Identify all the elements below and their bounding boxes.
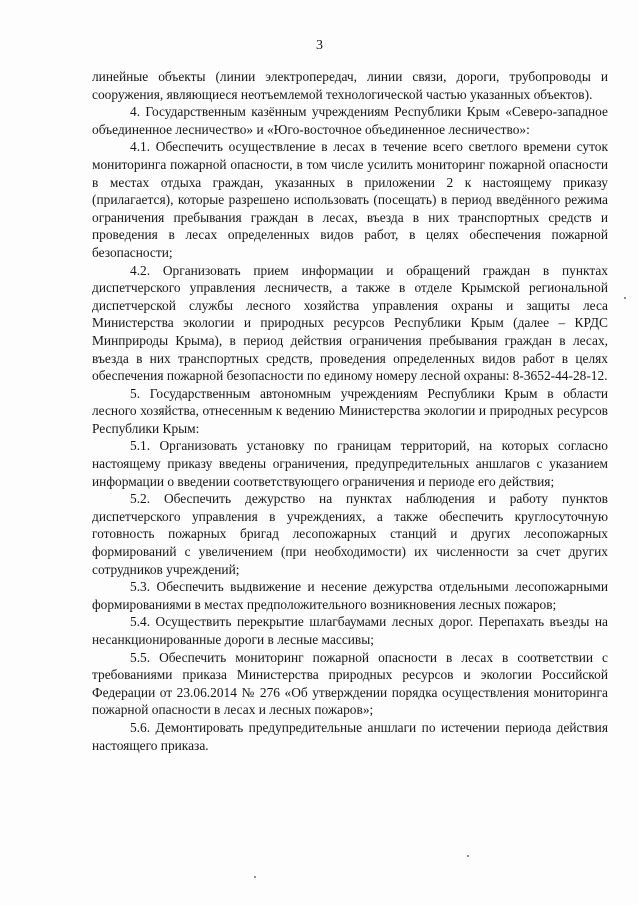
paragraph-item-5: 5. Государственным автономным учреждениям Республики Крым в области лесного хозяйства, отнесенным к ведению Министерства экологии и природных ресурсов Республики Крым: [92,385,608,436]
scan-speck [467,855,469,857]
paragraph-item-4: 4. Государственным казённым учреждениям Республики Крым «Северо-западное объединенное лесничество» и «Юго-восточное объединенное лесничество»: [92,104,608,137]
paragraph-item-5-6: 5.6. Демонтировать предупредительные аншлаги по истечении периода действия настоящего приказа. [92,719,608,753]
paragraph-item-5-2: 5.2. Обеспечить дежурство на пунктах наблюдения и работу пунктов диспетчерского управления в учреждениях, а также обеспечить круглосуточную готовность пожарных бригад лесопожарных станций и других лесопожарных формирований с увеличением (при необходимости) их численности за счет других сотрудников учреждений; [92,491,608,577]
scan-speck [624,297,626,299]
paragraph-item-5-1: 5.1. Организовать установку по границам территорий, на которых согласно настоящему приказу введены ограничения, предупредительных аншлагов с указанием информации о введении соответствующего ограничения и периоде его действия; [92,438,608,489]
paragraph-item-5-5: 5.5. Обеспечить мониторинг пожарной опасности в лесах в соответствии с требованиями приказа Министерства природных ресурсов и экологии Российской Федерации от 23.06.2014 № 276 «Об утверждении порядка осуществления мониторинга пожарной опасности в лесах и лесных пожаров»; [92,649,608,718]
paragraph-item-5-4: 5.4. Осуществить перекрытие шлагбаумами лесных дорог. Перепахать въезды на несанкционированные дороги в лесные массивы; [92,614,608,647]
paragraph-item-4-2: 4.2. Организовать прием информации и обращений граждан в пунктах диспетчерского управления лесничеств, а также в отделе Крымской региональной диспетчерской службы лесного хозяйства управления охраны и защиты леса Министерства экологии и природных ресурсов Республики Крым (далее – КРДС Минприроды Крыма), в период действия ограничения пребывания граждан в лесах, въезда в них транспортных средств, проведения определенных видов работ в целях обеспечения пожарной безопасности по единому номеру лесной охраны: 8-3652-44-28-12. [92,262,608,384]
paragraph-continuation: линейные объекты (линии электропередач, линии связи, дороги, трубопроводы и сооружения, являющиеся неотъемлемой технологической частью указанных объектов). [92,69,608,102]
scan-speck [254,876,256,878]
paragraph-item-4-1: 4.1. Обеспечить осуществление в лесах в течение всего светлого времени суток мониторинга пожарной опасности, в том числе усилить мониторинг пожарной опасности в местах отдыха граждан, указанных в приложении 2 к настоящему приказу (прилагается), которые разрешено использовать (посещать) в период введённого режима ограничения пребывания граждан в лесах, въезда в них транспортных средств и проведения в лесах определенных видов работ, в целях обеспечения пожарной безопасности; [92,139,608,260]
page-number: 3 [316,38,323,53]
paragraph-item-5-3: 5.3. Обеспечить выдвижение и несение дежурства отдельными лесопожарными формированиями в местах предположительного возникновения лесных пожаров; [92,579,608,612]
document-body [92,68,608,754]
